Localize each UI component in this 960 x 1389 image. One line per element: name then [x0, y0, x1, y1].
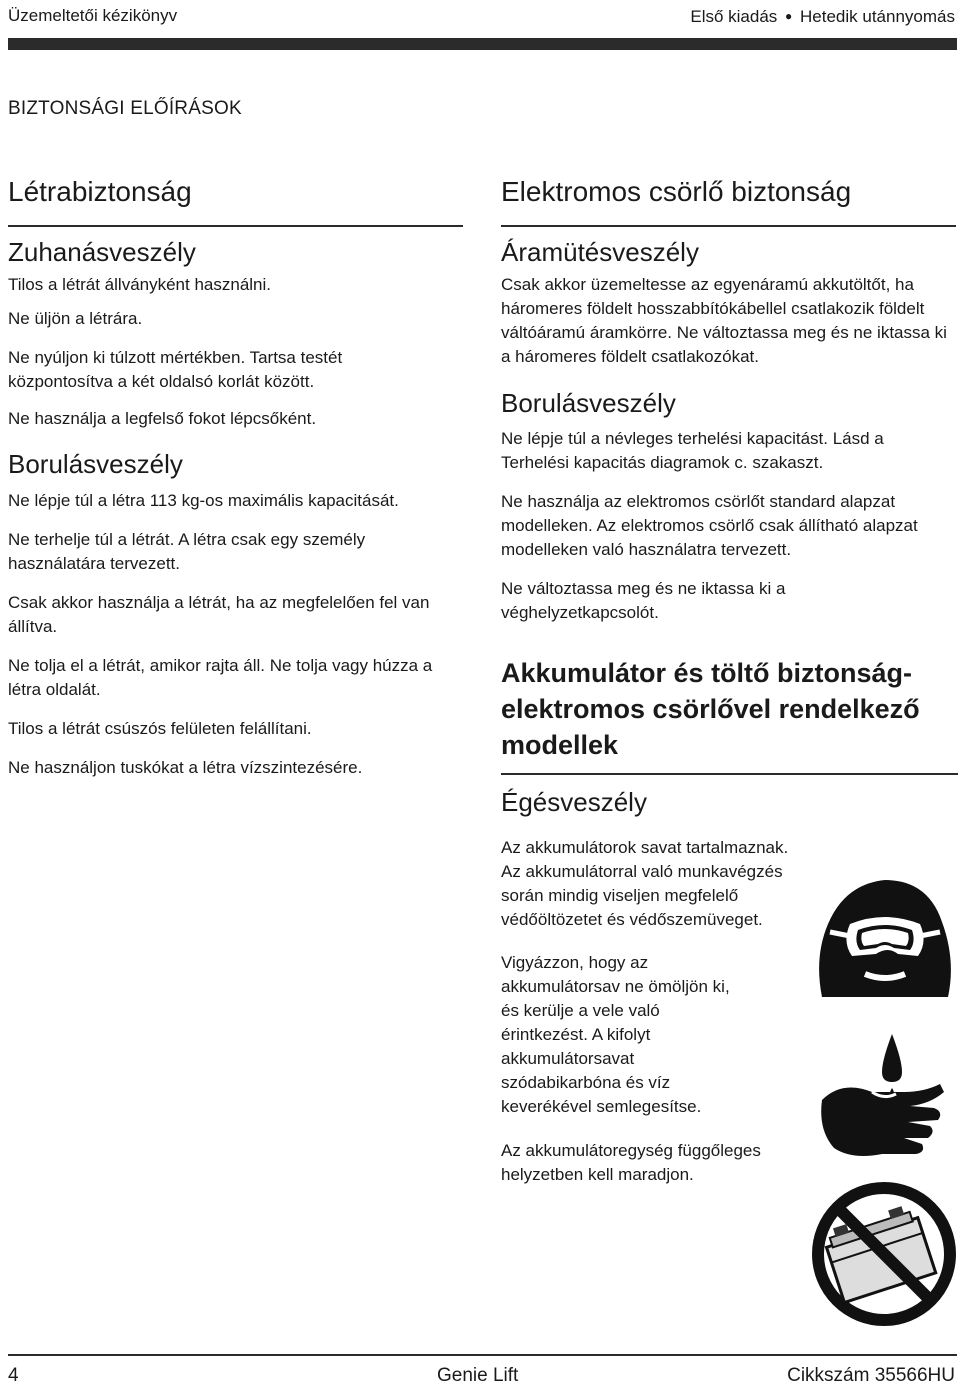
title-rule — [501, 225, 956, 227]
edition-label: Első kiadás — [690, 7, 778, 26]
tip-item: Ne változtassa meg és ne iktassa ki a véghelyzetkapcsolót. — [501, 579, 786, 622]
winch-safety-title: Elektromos csörlő biztonság — [501, 176, 852, 207]
fall-hazard-heading: Zuhanásveszély — [8, 237, 196, 267]
part-number: Cikkszám 35566HU — [787, 1365, 955, 1386]
ladder-safety-title: Létrabiztonság — [8, 176, 192, 207]
tip-item: Ne lépje túl a névleges terhelési kapacitást. Lásd a Terhelési kapacitás diagramok c. szakaszt. — [501, 429, 884, 472]
manual-title: Üzemeltetői kézikönyv — [8, 6, 178, 25]
shock-text: Csak akkor üzemeltesse az egyenáramú akkutöltőt, ha háromeres földelt hosszabbítókábellel csatlakozik földelt váltóáramú áramkörre. Ne változtassa meg és ne iktassa ki a háromeres földelt csatlakozókat. — [501, 275, 947, 366]
fall-item: Ne üljön a létrára. — [8, 309, 143, 328]
burn-item: Az akkumulátoregység függőleges helyzetben kell maradjon. — [501, 1141, 761, 1184]
tip-item: Ne használja az elektromos csörlőt standard alapzat modelleken. Az elektromos csörlő csak állítható alapzat modelleken való használatra tervezett. — [501, 492, 918, 559]
ladder-safety-section — [8, 176, 463, 780]
tip-hazard-heading: Borulásveszély — [501, 388, 676, 418]
tip-item: Csak akkor használja a létrát, ha az megfelelően fel van állítva. — [8, 593, 430, 636]
footer-rule — [8, 1354, 957, 1356]
title-rule — [501, 773, 958, 775]
page-number: 4 — [8, 1365, 19, 1386]
tip-item: Ne tolja el a létrát, amikor rajta áll. Ne tolja vagy húzza a létra oldalát. — [8, 656, 433, 699]
section-label: BIZTONSÁGI ELŐÍRÁSOK — [8, 98, 242, 119]
fall-item: Ne nyúljon ki túlzott mértékben. Tartsa testét központosítva a két oldalsó korlát között. — [8, 348, 343, 391]
edition-info — [690, 6, 955, 27]
tip-item: Ne lépje túl a létra 113 kg-os maximális kapacitását. — [8, 491, 399, 510]
burn-item: Vigyázzon, hogy az akkumulátorsav ne ömöljön ki, és kerülje a vele való érintkezést. A kifolyt akkumulátorsavat szódabikarbóna és víz keverékével semlegesítse. — [501, 953, 730, 1116]
battery-safety-title: Akkumulátor és töltő biztonság-elektromos csörlővel rendelkező modellek — [501, 658, 920, 760]
bullet-separator: ● — [785, 9, 793, 23]
tip-item: Ne használjon tuskókat a létra vízszintezésére. — [8, 758, 363, 777]
shock-hazard-heading: Áramütésveszély — [501, 237, 699, 267]
no-tipped-battery-icon — [808, 1178, 960, 1330]
goggles-face-icon — [810, 862, 960, 1012]
tip-item: Tilos a létrát csúszós felületen felállítani. — [8, 719, 312, 738]
tip-hazard-heading: Borulásveszély — [8, 449, 183, 479]
printing-label: Hetedik utánnyomás — [800, 7, 955, 26]
title-rule — [8, 225, 463, 227]
fall-item: Ne használja a legfelső fokot lépcsőként. — [8, 409, 317, 428]
tip-item: Ne terhelje túl a létrát. A létra csak egy személy használatára tervezett. — [8, 530, 366, 573]
acid-drop-hand-icon — [812, 1030, 952, 1170]
burn-item: Az akkumulátorok savat tartalmaznak. Az akkumulátorral való munkavégzés során mindig viseljen megfelelő védőöltözetet és védőszemüveget. — [501, 838, 789, 929]
burn-hazard-heading: Égésveszély — [501, 787, 647, 817]
brand-name: Genie Lift — [437, 1365, 519, 1386]
header-bar — [8, 38, 957, 50]
fall-item: Tilos a létrát állványként használni. — [8, 275, 272, 294]
